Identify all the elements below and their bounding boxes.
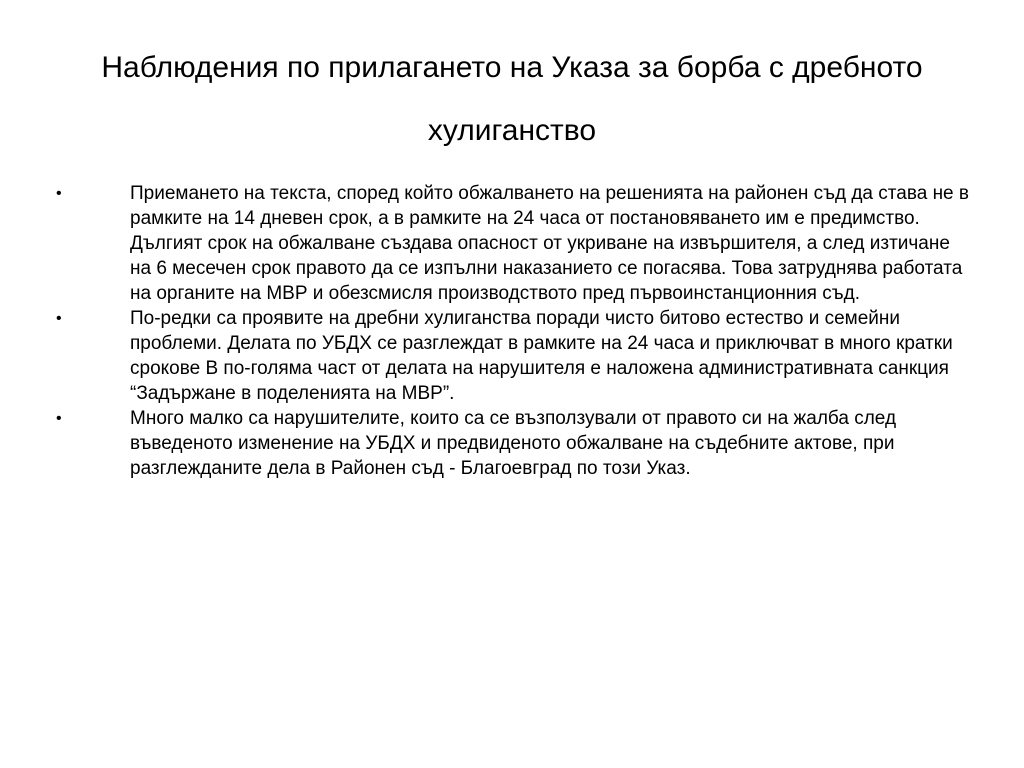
bullet-icon: • (56, 410, 62, 427)
bullet-item-3 (56, 406, 972, 481)
bullet-item-2 (56, 306, 972, 406)
bullet-text: По-редки са проявите на дребни хулиганства поради чисто битово естество и семейни проблеми. Делата по УБДХ се разглеждат в рамките на 24 часа и приключват в много кратки срокове В по-голяма част от делата на нарушителя е наложена административната санкция “Задържане в поделенията на МВР”. (130, 308, 953, 404)
bullet-item-1 (56, 181, 972, 306)
bullet-text: Приемането на текста, според който обжалването на решенията на районен съд да става не в рамките на 14 дневен срок, а в рамките на 24 часа от постановяването им е предимство. Дългият срок на обжалване създава опасност от укриване на извършителя, а след изтичане на 6 месечен срок правото да се изпълни наказанието се погасява. Това затруднява работата на органите на МВР и обезсмисля производството пред първоинстанционния съд. (130, 183, 969, 304)
bullet-icon: • (56, 310, 62, 327)
bullet-icon: • (56, 185, 62, 202)
bullet-text: Много малко са нарушителите, които са се възползували от правото си на жалба след въведеното изменение на УБДХ и предвиденото обжалване на съдебните актове, при разглежданите дела в Районен съд - Благоевград по този Указ. (130, 408, 897, 479)
slide-title: Наблюдения по прилагането на Указа за борба с дребното хулиганство (101, 51, 923, 147)
bullet-list (56, 181, 972, 481)
